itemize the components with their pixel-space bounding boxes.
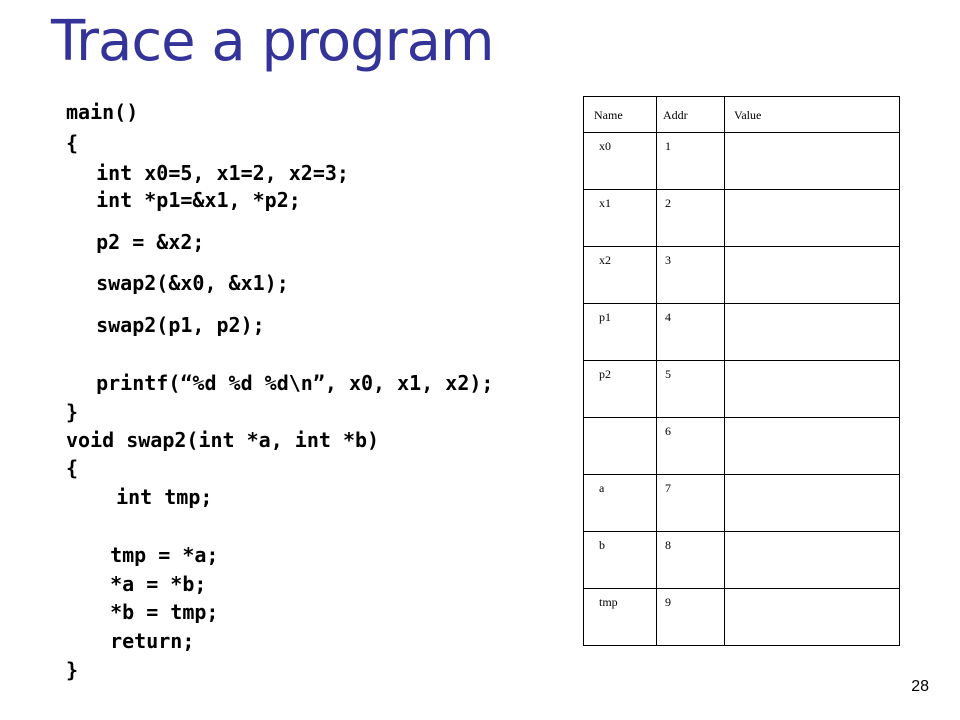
table-row — [584, 190, 900, 247]
table-row — [584, 304, 900, 361]
address-cell: 4 — [657, 304, 725, 361]
code-line: tmp = *a; — [86, 543, 219, 567]
table-row — [584, 589, 900, 646]
table-row — [584, 361, 900, 418]
code-line: { — [66, 456, 79, 480]
memory-table-header — [584, 97, 900, 133]
code-line: } — [66, 658, 79, 682]
address-cell: 6 — [657, 418, 725, 475]
value-cell — [725, 190, 900, 247]
value-cell — [725, 247, 900, 304]
address-cell: 7 — [657, 475, 725, 532]
column-header-name: Name — [584, 97, 657, 133]
code-line: swap2(&x0, &x1); — [72, 271, 289, 295]
code-line: main() — [66, 100, 139, 124]
page-number: 28 — [911, 678, 929, 695]
variable-name-cell: x2 — [584, 247, 657, 304]
variable-name-cell: x0 — [584, 133, 657, 190]
address-cell: 5 — [657, 361, 725, 418]
value-cell — [725, 589, 900, 646]
address-cell: 2 — [657, 190, 725, 247]
variable-name-cell: b — [584, 532, 657, 589]
value-cell — [725, 361, 900, 418]
address-cell: 3 — [657, 247, 725, 304]
variable-name-cell: a — [584, 475, 657, 532]
code-line: p2 = &x2; — [72, 230, 205, 254]
value-cell — [725, 532, 900, 589]
memory-table — [583, 96, 900, 646]
code-line: } — [66, 400, 79, 424]
address-cell: 8 — [657, 532, 725, 589]
value-cell — [725, 418, 900, 475]
column-header-addr: Addr — [657, 97, 725, 133]
address-cell: 9 — [657, 589, 725, 646]
address-cell: 1 — [657, 133, 725, 190]
code-line: void swap2(int *a, int *b) — [66, 428, 380, 452]
table-row — [584, 133, 900, 190]
variable-name-cell: p2 — [584, 361, 657, 418]
code-line: { — [66, 131, 79, 155]
code-line: printf(“%d %d %d\n”, x0, x1, x2); — [72, 371, 494, 395]
value-cell — [725, 475, 900, 532]
code-line: swap2(p1, p2); — [72, 313, 265, 337]
column-header-value: Value — [725, 97, 900, 133]
table-row — [584, 418, 900, 475]
variable-name-cell — [584, 418, 657, 475]
code-line: *b = tmp; — [86, 600, 219, 624]
code-line: int *p1=&x1, *p2; — [72, 188, 301, 212]
variable-name-cell: p1 — [584, 304, 657, 361]
table-row — [584, 475, 900, 532]
slide-title: Trace a program — [51, 9, 494, 74]
value-cell — [725, 133, 900, 190]
code-line: *a = *b; — [86, 572, 207, 596]
table-row — [584, 247, 900, 304]
variable-name-cell: x1 — [584, 190, 657, 247]
variable-name-cell: tmp — [584, 589, 657, 646]
value-cell — [725, 304, 900, 361]
code-line: return; — [86, 629, 195, 653]
table-row — [584, 532, 900, 589]
code-line: int tmp; — [92, 485, 213, 509]
code-line: int x0=5, x1=2, x2=3; — [72, 161, 349, 185]
